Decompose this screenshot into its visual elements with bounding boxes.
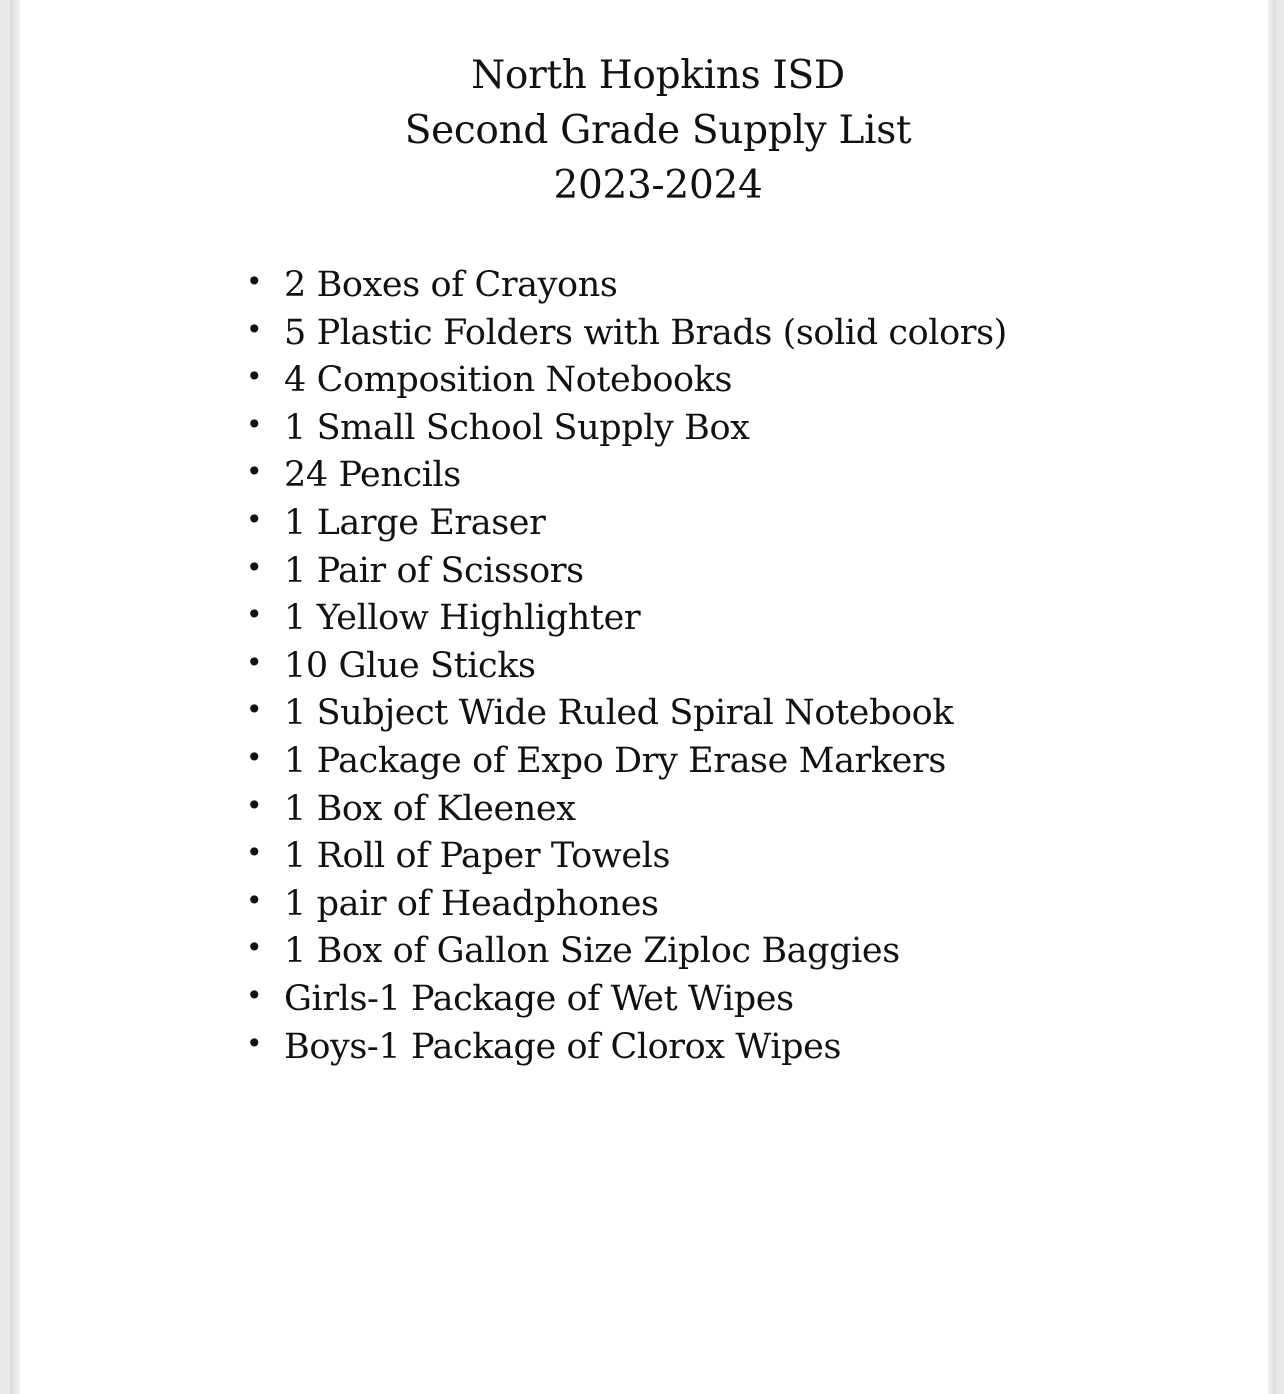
- list-item-text: 1 Subject Wide Ruled Spiral Notebook: [284, 693, 954, 734]
- school-year: 2023-2024: [553, 163, 763, 208]
- bullet-icon: •: [246, 931, 263, 965]
- list-item-text: 1 Roll of Paper Towels: [284, 836, 671, 877]
- bullet-icon: •: [246, 502, 263, 536]
- bullet-icon: •: [246, 1026, 263, 1060]
- bullet-icon: •: [246, 788, 263, 822]
- bullet-icon: •: [246, 312, 263, 346]
- document-page: [10, 0, 1276, 1394]
- list-item-text: 1 Small School Supply Box: [284, 407, 750, 448]
- list-item-text: Girls-1 Package of Wet Wipes: [284, 978, 794, 1019]
- list-item-text: 24 Pencils: [284, 455, 461, 496]
- list-item-text: 5 Plastic Folders with Brads (solid colors): [284, 312, 1007, 353]
- list-item-text: Boys-1 Package of Clorox Wipes: [284, 1026, 842, 1067]
- list-item-text: 10 Glue Sticks: [284, 645, 536, 686]
- list-item-text: 1 Yellow Highlighter: [284, 598, 641, 639]
- list-item-text: 4 Composition Notebooks: [284, 360, 733, 401]
- bullet-icon: •: [246, 407, 263, 441]
- list-item-text: 1 Large Eraser: [284, 502, 546, 543]
- bullet-icon: •: [246, 740, 263, 774]
- list-title: Second Grade Supply List: [404, 108, 912, 153]
- bullet-icon: •: [246, 598, 263, 632]
- bullet-icon: •: [246, 693, 263, 727]
- district-name: North Hopkins ISD: [471, 53, 845, 98]
- bullet-icon: •: [246, 265, 263, 298]
- bullet-icon: •: [246, 360, 263, 394]
- bullet-icon: •: [246, 455, 263, 489]
- list-item-text: 1 pair of Headphones: [284, 883, 659, 924]
- list-item-text: 1 Package of Expo Dry Erase Markers: [284, 740, 946, 781]
- bullet-icon: •: [246, 836, 263, 870]
- list-item-text: 1 Box of Kleenex: [284, 788, 576, 829]
- bullet-icon: •: [246, 978, 263, 1012]
- list-item-text: 1 Pair of Scissors: [284, 550, 584, 591]
- bullet-icon: •: [246, 550, 263, 584]
- bullet-icon: •: [246, 883, 263, 917]
- document-header: [10, 48, 1284, 213]
- list-item-text: 1 Box of Gallon Size Ziploc Baggies: [284, 931, 900, 972]
- list-item-text: 2 Boxes of Crayons: [284, 265, 618, 305]
- bullet-icon: •: [246, 645, 263, 679]
